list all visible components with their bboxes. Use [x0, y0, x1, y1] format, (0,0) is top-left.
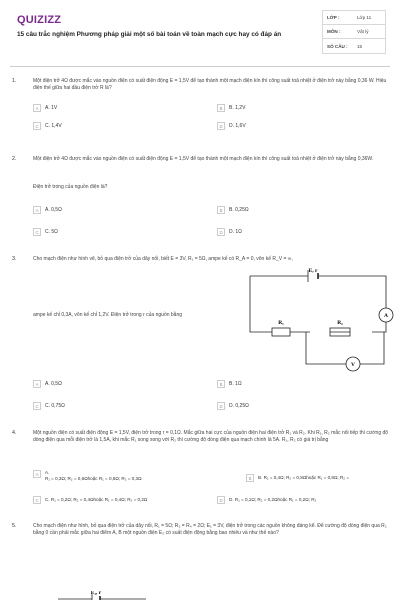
option-text: C. 0,75Ω	[45, 403, 65, 409]
option-text: A. 1V	[45, 105, 58, 111]
option-letter-box: A	[33, 380, 41, 388]
option-text: D. 1,6V	[229, 123, 246, 129]
option-text: D. 1Ω	[229, 229, 242, 235]
question-text: Cho mạch điện như hình vẽ, bỏ qua điện trở của dây nối, biết E = 3V, R₁ = 5Ω, ampe kế có R_A = 0, vôn kế R_V = ∞,	[33, 256, 293, 262]
question-text: Một điện trở 4Ω được mắc vào nguồn điện có suất điện động E = 1,5V để tạo thành một mạch điện kín thì công suất toả nhiệt ở điện trở này bằng 0,36 W. Hiệu điện thế giữa hai đầu điện trở R là?	[33, 78, 387, 91]
option-c[interactable]	[33, 228, 58, 236]
option-b[interactable]	[217, 380, 242, 388]
meta-row-subject	[323, 25, 385, 39]
option-text: B. 1Ω	[229, 381, 242, 387]
option-d[interactable]	[217, 402, 249, 410]
source-label: E₁, r	[90, 591, 102, 597]
option-letter-box: C	[33, 496, 41, 504]
question-subtext: Điện trở trong của nguồn điện là?	[33, 184, 108, 190]
logo: QUIZIZZ	[17, 14, 62, 26]
option-letter-box: C	[33, 402, 41, 410]
question-text: Một nguồn điện có suất điện động E = 1,5V, điện trở trong r = 0,1Ω. Mắc giữa hai cực của nguồn điện hai điện trở R₁ và R₂. Khi R₁, R₂ mắc nối tiếp thì cường độ dòng điện qua mỗi điện trở là 1,5A, khi mắc R₁ song song với R₂ thì cường độ dòng điện qua mạch chính là 5A. R₁, R₂ có giá trị bằng	[33, 430, 389, 443]
option-a[interactable]	[33, 206, 62, 214]
question-text: Cho mạch điện như hình, bỏ qua điện trở của dây nối, R₁ = 5Ω; R₃ = R₄ = 2Ω; E₁ = 3V, điện trở trong các nguồn không đáng kể. Để cường độ dòng điện qua R₂ bằng 0 cần phải mắc giữa hai điểm A, B một nguồn điện E₂ có suất điện động bằng bao nhiêu và như thế nào?	[33, 523, 387, 536]
option-text-line2: R₁ = 0,3Ω; R₂ = 0,6Ωhoặc R₁ = 0,6Ω; R₂ = 0,3Ω	[45, 476, 142, 481]
option-letter-box: C	[33, 122, 41, 130]
option-text: A.	[45, 470, 50, 475]
question-text: Một điện trở 4Ω được mắc vào nguồn điện có suất điện động E = 1,5V để tạo thành một mạch điện kín thì công suất toả nhiệt ở điện trở này bằng 0,36W.	[33, 156, 374, 162]
option-letter-box: A	[33, 206, 41, 214]
option-text: A. 0,5Ω	[45, 381, 62, 387]
meta-table	[322, 10, 386, 54]
circuit-figure	[238, 266, 398, 378]
r1-label: R₁	[278, 320, 284, 326]
meta-row-class	[323, 11, 385, 25]
option-letter-box: D	[217, 122, 225, 130]
option-text: C. R₁ = 0,2Ω; R₂ = 0,4Ωhoặc R₁ = 0,4Ω; R₂ = 0,2Ω	[45, 497, 148, 502]
option-letter-box: B	[217, 104, 225, 112]
option-b[interactable]	[217, 206, 249, 214]
meta-value: Lớp 11	[357, 15, 372, 20]
question-number: 3.	[12, 256, 17, 262]
option-c[interactable]	[33, 402, 65, 410]
option-letter-box: A	[33, 104, 41, 112]
option-text: D. 0,25Ω	[229, 403, 249, 409]
page-title: 15 câu trắc nghiệm Phương pháp giải một số bài toán về toàn mạch cực hay có đáp án	[17, 31, 282, 38]
voltmeter-label: V	[351, 362, 355, 368]
option-d[interactable]	[217, 122, 246, 130]
option-b[interactable]	[246, 474, 392, 482]
question-number: 1.	[12, 78, 17, 84]
meta-value: 15	[357, 43, 363, 49]
ammeter-label: A	[384, 313, 388, 319]
meta-label: LỚP :	[327, 15, 340, 20]
option-d[interactable]	[217, 496, 392, 504]
option-letter-box: C	[33, 228, 41, 236]
option-letter-box: D	[217, 228, 225, 236]
option-b[interactable]	[217, 104, 245, 112]
meta-label: MÔN :	[327, 29, 341, 34]
meta-value: Vật lý	[357, 29, 369, 34]
meta-row-count	[323, 39, 385, 53]
option-c[interactable]	[33, 496, 147, 504]
meta-label: SỐ CÂU :	[327, 43, 348, 49]
option-text: B. 0,25Ω	[229, 207, 249, 213]
option-a[interactable]	[33, 380, 62, 388]
option-letter-box: B	[217, 206, 225, 214]
option-text: B. R₁ = 0,4Ω; R₂ = 0,8Ωhoặc R₁ = 0,8Ω; R₂ =	[258, 475, 350, 480]
option-letter-box: D	[217, 496, 225, 504]
option-text: C. 1,4V	[45, 123, 62, 129]
divider	[10, 66, 390, 67]
option-letter-box: D	[217, 402, 225, 410]
question-number: 2.	[12, 156, 17, 162]
option-letter-box: B	[246, 474, 254, 482]
circuit-figure-5	[52, 591, 152, 600]
option-text: A. 0,5Ω	[45, 207, 62, 213]
question-number: 4.	[12, 430, 17, 436]
option-text: B. 1,2V	[229, 105, 246, 111]
question-number: 5.	[12, 523, 17, 529]
r2-label: R₂	[337, 320, 343, 326]
option-a[interactable]	[33, 470, 142, 482]
option-text: C. 5Ω	[45, 229, 58, 235]
option-text: D. R₁ = 0,1Ω; R₂ = 0,2Ωhoặc R₁ = 0,2Ω; R₂	[229, 497, 317, 502]
source-label: E, r	[308, 268, 318, 275]
question-subtext: ampe kế chỉ 0,3A, vôn kế chỉ 1,2V. Điện trở trong r của nguồn bằng	[33, 312, 183, 318]
option-letter-box: A	[33, 470, 41, 478]
option-d[interactable]	[217, 228, 242, 236]
option-c[interactable]	[33, 122, 62, 130]
option-a[interactable]	[33, 104, 57, 112]
option-letter-box: B	[217, 380, 225, 388]
